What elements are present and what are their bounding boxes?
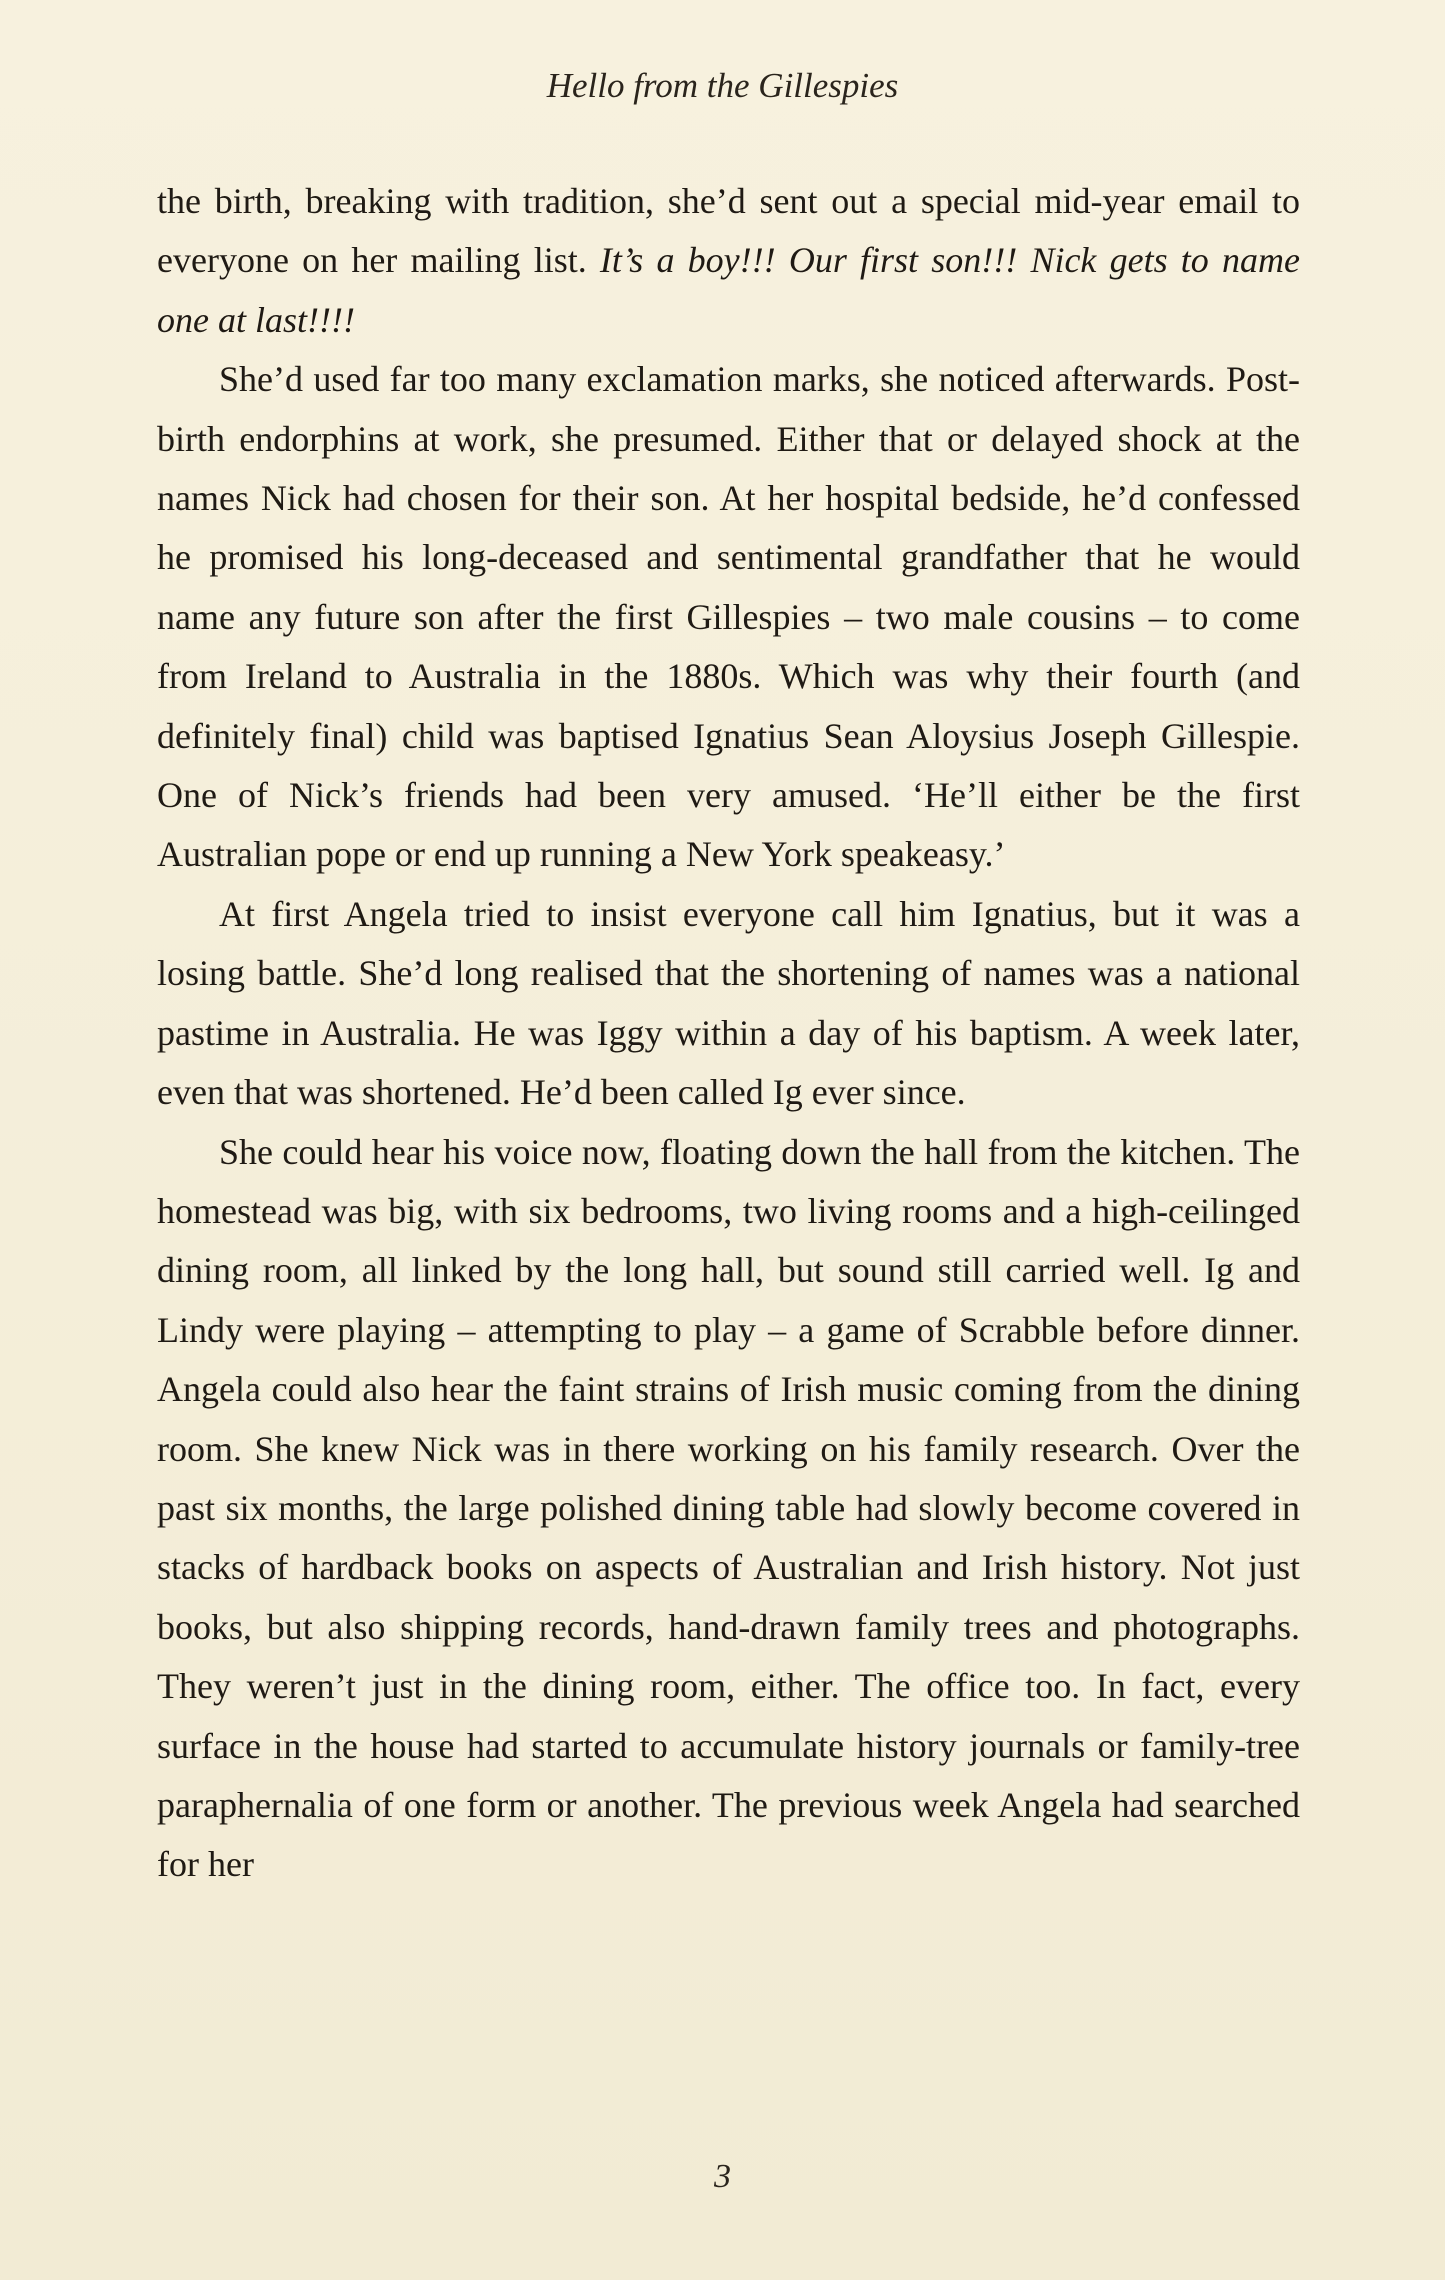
paragraph-3: At first Angela tried to insist everyone call him Ignatius, but it was a losing battle. She’d long realised that the shortening of names was a national pastime in Australia. He was Iggy within a day of his baptism. A week later, even that was shortened. He’d been called Ig ever since. bbox=[157, 893, 1300, 1113]
body-text bbox=[157, 172, 1300, 1895]
paragraph-4: She could hear his voice now, floating down the hall from the kitchen. The homestead was big, with six bedrooms, two living rooms and a high-ceilinged dining room, all linked by the long hall, but sound still carried well. Ig and Lindy were playing – attempting to play – a game of Scrabble before dinner. Angela could also hear the faint strains of Irish music coming from the dining room. She knew Nick was in there working on his family research. Over the past six months, the large polished dining table had slowly become covered in stacks of hardback books on aspects of Australian and Irish history. Not just books, but also shipping records, hand-drawn family trees and photographs. They weren’t just in the dining room, either. The office too. In fact, every surface in the house had started to accumulate history journals or family-tree paraphernalia of one form or another. The previous week Angela had searched for her bbox=[157, 1131, 1300, 1885]
paragraph-2: She’d used far too many exclamation marks, she noticed afterwards. Post-birth endorphins at work, she presumed. Either that or delayed shock at the names Nick had chosen for their son. At her hospital bedside, he’d confessed he promised his long-deceased and sentimental grandfather that he would name any future son after the first Gillespies – two male cousins – to come from Ireland to Australia in the 1880s. Which was why their fourth (and definitely final) child was baptised Ignatius Sean Aloysius Joseph Gillespie. One of Nick’s friends had been very amused. ‘He’ll either be the first Australian pope or end up running a New York speakeasy.’ bbox=[157, 359, 1300, 875]
running-head: Hello from the Gillespies bbox=[546, 66, 899, 105]
page-number: 3 bbox=[714, 2158, 731, 2195]
paragraph-1-text: the birth, breaking with tradition, she’d sent out a special mid-year email to everyone on her mailing list. bbox=[157, 181, 1300, 281]
paragraph-1 bbox=[157, 172, 1300, 350]
paragraph-1-italic: It’s a boy!!! Our first son!!! Nick gets to name one at last!!!! bbox=[157, 240, 1300, 340]
